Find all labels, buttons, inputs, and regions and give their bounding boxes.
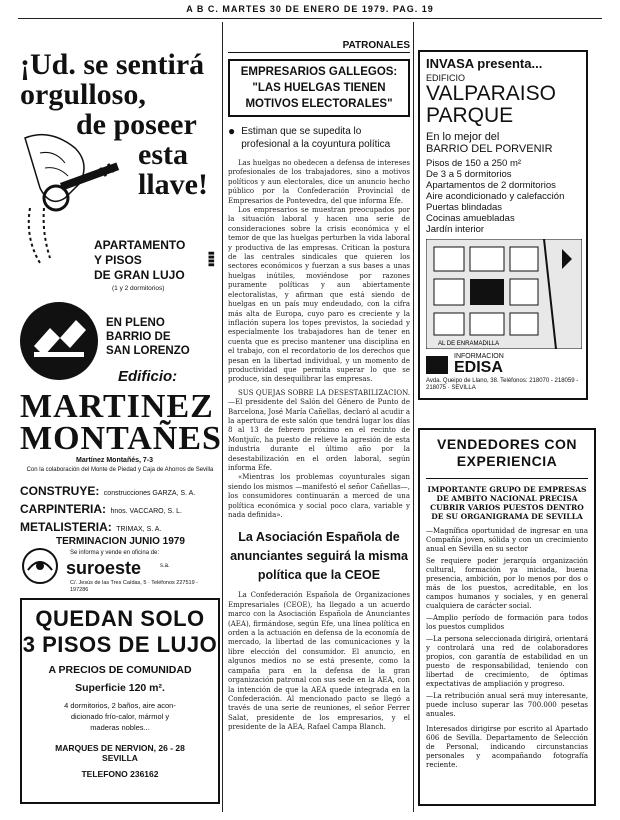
project-name-1: VALPARAISO: [426, 82, 556, 105]
ad-quedan-solo: [20, 598, 220, 804]
feature-item: Aire acondicionado y calefacción: [426, 191, 565, 202]
article-body-3: SUS QUEJAS SOBRE LA DESESTABILIZACION.—El presidente del Salón del Género de Punto de Barcelona, José María Cañellas, declaró al acudir a la apertura de este salón que tendrá lugar los días 8 al 13 de febrero próximo en el recinto de Montjuïc, ha puesto de relieve la agresión de esta industria durante el último año por la desestabilización en el orden laboral, según informa Efe.: [228, 388, 410, 472]
feature-item: De 3 a 5 dormitorios: [426, 169, 512, 180]
info-label: INFORMACION: [454, 353, 504, 360]
ad-headline-2: orgulloso,: [20, 78, 146, 111]
vendedores-item: —Amplio período de formación para todos los puestos cumplidos: [426, 614, 588, 631]
ad-headline-3: de poseer: [76, 108, 197, 141]
ad-gran-lujo: DE GRAN LUJO: [94, 268, 185, 282]
invasa-brand: INVASA presenta...: [426, 56, 543, 71]
header-rule: [18, 18, 602, 19]
ad-martinez-montanes: [20, 48, 222, 534]
article-body-4: «Mientras los problemas coyunturales sigan siendo los mismos —manifestó el señor Cañellas—, los consumidores continuarán a merced de una política económica y social poco clara, variable y nada definida».: [228, 473, 410, 520]
quedan-headline-2: 3 PISOS DE LUJO: [22, 632, 218, 657]
ad-vertical-brand: ▮▮▮▮: [207, 251, 215, 267]
ad-valparaiso-parque: [418, 50, 588, 400]
edisa-address: Avda. Queipo de Llano, 38. Teléfonos: 218070 - 218059 - 218075 · SEVILLA: [426, 378, 579, 391]
vendedores-headline-1: VENDEDORES CON: [436, 436, 578, 452]
quedan-superficie: Superficie 120 m².: [75, 682, 165, 694]
ad-vendedores: [418, 428, 596, 806]
feature-item: Cocinas amuebladas: [426, 213, 515, 224]
construye-value: construcciones GARZA, S. A.: [103, 490, 196, 497]
vendedores-rule: [426, 478, 588, 479]
ad-credits: [20, 483, 225, 537]
metalisteria-value: TRIMAX, S. A.: [116, 526, 162, 533]
vendedores-lead: IMPORTANTE GRUPO DE EMPRESAS DE AMBITO NACIONAL PRECISA CUBRIR VARIOS PUESTOS DENTRO DE SU ORGANIGRAMA DE SEVILLA: [427, 485, 587, 521]
ad-collab: Con la colaboración del Monte de Piedad y Caja de Ahorros de Sevilla: [26, 467, 214, 473]
article-bullet-text: Estiman que se supedita lo profesional a la coyuntura política: [241, 126, 391, 150]
carpinteria-value: hnos. VACCARO, S. L.: [110, 508, 182, 515]
article-bullet: [228, 125, 410, 151]
project-name-2: PARQUE: [426, 104, 514, 127]
suroeste-address: C/. Jesús de las Tres Caídas, 5 · Teléfonos 227519 - 197286: [70, 580, 198, 593]
column-rule-left: [222, 22, 223, 812]
feature-item: Pisos de 150 a 250 m²: [426, 158, 522, 169]
ad-building-name-2: MONTAÑES: [20, 420, 222, 457]
vendedores-item: Se requiere poder jerarquía organización cultural, formación ya iniciada, buena presencia, ambición, por lo menos por dos o más de los puestos, acreditable, en los campos humanos y sociales, y en general cualquiera de carácter social.: [426, 557, 588, 610]
ad-dorms: (1 y 2 dormitorios): [112, 285, 165, 292]
article-body-2: Los empresarios se muestran preocupados por la situación laboral y hacen una serie de consideraciones sobre la crisis económica y el temor de que las huelgas perturben la vida laboral y productiva de las empresas. Critican la postura de las centrales sindicales que quieren los sectores económicos y fuerzan a sus bases a unas huelgas inútiles, moviéndose por razones puramente políticas y aun abiertamente electoralistas, y afirman que está siendo de huelgas en un país muy endeudado, con la cifra más alta de Europa, cuyo paro es creciente y la inflación supera los topes previstos, la sociedad y especialmente los trabajadores han de tener en cuenta que es preciso mantener una disciplina en el trabajo, con el recordatorio de los derechos que pesan en la libertad individual, y un momento de productividad que permita superar lo que se produce, sin desequilibrar las empresas.: [228, 206, 410, 384]
quedan-headline-1: QUEDAN SOLO: [35, 606, 205, 631]
feature-item: Jardín interior: [426, 224, 485, 235]
edificio-label: EDIFICIO: [426, 73, 466, 83]
vendedores-list: [426, 527, 588, 719]
ad-terminacion: TERMINACION JUNIO 1979: [56, 536, 185, 547]
suroeste-emblem: [22, 548, 58, 584]
ad-headline-5: llave!: [138, 168, 208, 201]
vendedores-footer: Interesados dirigirse por escrito al Apartado 606 de Sevilla. Departamento de Selección de Personal, indicando circunstancias personales y acompañando fotografía reciente.: [426, 725, 588, 769]
section-label: PATRONALES: [228, 40, 410, 53]
vendedores-item: —Magnífica oportunidad de ingresar en una Compañía joven, sólida y con un crecimiento anual en Sevilla en su sector: [426, 527, 588, 553]
ad-address: Martínez Montañés, 7-3: [76, 457, 154, 464]
vendedores-item: —La persona seleccionada dirigirá, orientará y controlará una red de colaboradores propios, con garantía de estabilidad en un puesto de responsabilidad, teniendo con libertad de crecimiento, de óptimas expectativas de ampliación y progreso.: [426, 635, 588, 688]
ad-barrio-de: BARRIO DE: [106, 331, 171, 343]
quedan-precios: A PRECIOS DE COMUNIDAD: [48, 664, 192, 676]
article-body-1: Las huelgas no obedecen a defensa de intereses profesionales de los trabajadores, sino a motivos políticos y aun electorales, dice un anuncio hecho público por la Confederación Provincial de Empresarios de Pontevedra, del que informa Efe.: [228, 159, 410, 205]
carpinteria-label: CARPINTERIA:: [20, 502, 106, 516]
article-title: EMPRESARIOS GALLEGOS: "LAS HUELGAS TIENEN MOTIVOS ELECTORALES": [228, 59, 410, 117]
ad-y-pisos: Y PISOS: [94, 253, 142, 267]
edisa-name: EDISA: [454, 359, 503, 376]
construye-label: CONSTRUYE:: [20, 484, 100, 498]
page-header: A B C. MARTES 30 DE ENERO DE 1979. PAG. 19: [186, 4, 434, 14]
project-location-2: BARRIO DEL PORVENIR: [426, 143, 553, 155]
ad-apartamento: APARTAMENTO: [94, 238, 186, 252]
features-list: [426, 158, 580, 235]
edisa-block: [426, 353, 580, 376]
ad-building-name-1: MARTINEZ: [20, 388, 214, 425]
bullet-icon: ●: [228, 124, 236, 138]
feature-item: Apartamentos de 2 dormitorios: [426, 180, 556, 191]
quedan-desc-2: dicionado frío-calor, mármol y: [70, 712, 170, 721]
article2-body: La Confederación Española de Organizaciones Empresariales (CEOE), ha llegado a un acuerdo marco con la Asociación Española de Anunciantes (AEA), firmándose, según Efe, una línea política en orden a la actuación en defensa de la economía de mercado, la libertad de las comunicaciones y la libre elección del consumidor. El anuncio, en algunos medios no se está presente, como la campaña para en la defensa de la gran organización patronal con sus sede en la AEA, con la intención de que la AEA quede integrada en la Confederación. Al mencionado pacto se llegó a través de una serie de reuniones, el señor Ferrer Salat, presidente de los empresarios, y el presidente de la AEA, Rafael Campa Blanch.: [228, 591, 410, 732]
quedan-address-1: MARQUES DE NERVION, 26 - 28: [55, 743, 185, 753]
column-rule-right: [413, 22, 414, 812]
center-column: [228, 40, 410, 733]
suroeste-brand: suroeste: [66, 558, 142, 578]
quedan-address-2: SEVILLA: [102, 753, 138, 763]
ad-headline-1: ¡Ud. se sentirá: [20, 48, 205, 81]
ad-headline-4: esta: [138, 138, 188, 171]
vendedores-headline-2: EXPERIENCIA: [456, 453, 558, 469]
location-map: [426, 239, 582, 349]
ad-san-lorenzo: SAN LORENZO: [106, 345, 190, 357]
feature-item: Puertas blindadas: [426, 202, 503, 213]
ad-en-pleno: EN PLENO: [106, 317, 165, 329]
developer-logo: [20, 302, 98, 380]
quedan-desc: [22, 700, 218, 733]
quedan-desc-1: 4 dormitorios, 2 baños, aire acon-: [64, 701, 176, 710]
article2-heading: La Asociación Española de anunciantes seguirá la misma política que la CEOE: [230, 530, 408, 583]
edisa-logo: [426, 356, 448, 374]
map-label: AL DE ENRAMADILLA: [438, 341, 500, 347]
vendedores-item: —La retribución anual será muy interesante, puede incluso superar las 700.000 pesetas anuales.: [426, 692, 588, 718]
ad-edificio-label: Edificio:: [118, 368, 178, 385]
suroeste-suffix: s.a.: [160, 563, 170, 569]
quedan-desc-3: maderas nobles...: [90, 723, 150, 732]
ad-info-label: Se informa y vende en oficina de:: [70, 550, 160, 556]
project-location-1: En lo mejor del: [426, 131, 500, 143]
quedan-phone: TELEFONO 236162: [81, 769, 159, 779]
metalisteria-label: METALISTERIA:: [20, 520, 112, 534]
